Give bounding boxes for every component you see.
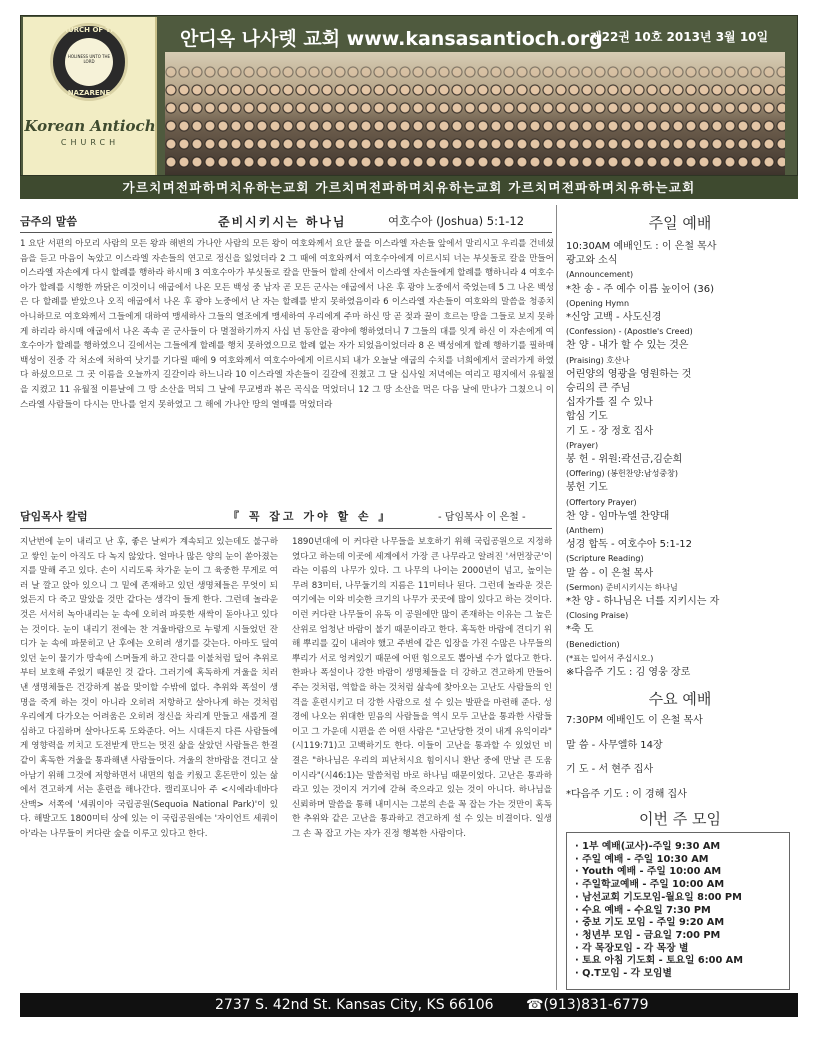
- scripture-reference: 여호수아 (Joshua) 5:1-12: [388, 214, 525, 228]
- meeting-item: · 중보 기도 모임 - 주일 9:20 AM: [575, 917, 725, 929]
- service-row: (Benediction): [566, 639, 620, 649]
- service-row: (Confession) - (Apostle's Creed): [566, 327, 693, 337]
- service-row: (Opening Hymn: [566, 298, 630, 308]
- service-row: 기 도 - 서 현주 집사: [566, 764, 654, 775]
- service-row: ※다음주 기도 : 김 영웅 장로: [566, 667, 691, 678]
- service-row: (Sermon) 준비시키시는 하나님: [566, 582, 678, 592]
- service-row: (Offertory Prayer): [566, 497, 637, 507]
- seal-bottom-text: NAZARENE: [67, 89, 111, 97]
- service-row: 말 씀 - 사무엘하 14장: [566, 739, 663, 751]
- service-row: 어린양의 영광을 영원하는 것: [566, 368, 692, 380]
- service-row: 봉헌 기도: [566, 482, 608, 494]
- seal-top-text: CHURCH OF THE: [56, 26, 122, 34]
- issue-info: 제22권 10호 2013년 3월 10일: [590, 30, 769, 44]
- footer-address: 2737 S. 42nd St. Kansas City, KS 66106: [215, 997, 494, 1013]
- meeting-item: · 토요 아침 기도회 - 토요일 6:00 AM: [575, 955, 743, 967]
- meeting-item: · 남선교회 기도모임-월요일 8:00 PM: [575, 891, 742, 903]
- service-row: 광고와 소식: [566, 255, 618, 267]
- footer: [20, 993, 798, 1017]
- scripture-heading: 금주의 말씀: [20, 215, 77, 228]
- service-row: *축 도: [566, 624, 594, 636]
- service-row: (Closing Praise): [566, 611, 629, 621]
- sunday-heading: 주일 예배: [648, 214, 712, 232]
- logo-name: Korean Antioch: [24, 117, 156, 135]
- scripture-title: 준비시키시는 하나님: [218, 215, 347, 229]
- meetings-heading: 이번 주 모임: [639, 810, 721, 828]
- column-right-text: 1890년대에 이 커다란 나무들을 보호하기 위해 국립공원으로 지정하였다고 하는데 이곳에 세계에서 가장 큰 나무라고 알려진 '셔먼장군'이라는 이름의 나무가 있다. 그 나무의 나이는 2000년이 넘고, 높이는 무려 83미터, 나무둘기의 지름은 11미터나 된다. 그런데 놀라운 것은 여기에는 이와 비슷한 크기의 나무가 곳곳에 많이 있다고 하는 것이다. 이런 커다란 나무들이 유독 이 공원에만 많이 존재하는 이유는 그 높은 산위로 엄청난 바람이 불기 때문이라고 한다. 혹독한 바람에 견디기 위해 뿌리를 깊이 내려야 했고 주변에 같은 입장을 가진 수많은 나무들의 뿌리가 서로 엉켜있기 때문에 어떤 힘으로도 뽑아낼 수가 없다고 한다. 한파나 폭설이나 강한 바람이 생명체들을 더 강하고 견고하게 만들어주는 것처럼, 역할을 하는 것처럼 삶속에 찾아오는 고난도 사람들의 인격을 훈련시키고 더 강한 사람으로 설 수 있는 발판을 마련해 준다. 성경에 나오는 위대한 믿음의 사람들을 역시 모두 고난을 통과한 사람들이고 그 가운데 시편을 쓴 어떤 사람은 "고난당한 것이 내게 유익이라"(시119:71)고 고백하기도 한다. 이들이 고난을 통과할 수 있었던 비결은 "하나님은 우리의 피난처시요 힘이시니 환난 중에 만날 큰 도움이시라"(시46:1)는 말씀처럼 바로 하나님 때문이었다. 고난은 통과하라고 있는 것이지 거기에 갇혀 죽으라고 있는 것이 아니다. 하나님을 신뢰하며 말씀을 통해 내미시는 그분의 손을 꼭 잡는 가는 것만이 혹독한 추위와 같은 고난을 통과하고 견고하게 설 수 있는 비결이다. 일생 그 손 꼭 잡고 가는 자가 진정 행복한 사람이다.: [292, 537, 552, 839]
- meeting-item: · 청년부 모임 - 금요일 7:00 PM: [575, 929, 721, 941]
- service-row: (Anthem): [566, 526, 604, 535]
- column-author: - 담임목사 이 은철 -: [438, 512, 526, 523]
- service-row: 찬 양 - 내가 할 수 있는 것은: [566, 340, 689, 352]
- meeting-item: · 각 목장모임 - 각 목장 별: [575, 942, 689, 954]
- service-row: *다음주 기도 : 이 경해 집사: [566, 788, 687, 800]
- seal-motto: HOLINESS UNTO THE LORD: [67, 54, 111, 64]
- service-row: 합심 기도: [566, 411, 608, 423]
- meeting-item: · Youth 예배 - 주일 10:00 AM: [575, 866, 722, 878]
- service-row: (Scripture Reading): [566, 554, 644, 564]
- church-logo: [23, 17, 157, 175]
- scripture-body: 1 요단 서편의 아모리 사람의 모든 왕과 해변의 가나안 사람의 모든 왕이 여호와께서 요단 물을 이스라엘 자손들 앞에서 말리시고 우리를 건네셨음을 듣고 마음이 녹았고 이스라엘 자손들의 연고로 정신을 잃었더라 2 그 때에 여호와께서 여호수아에게 이르시되 너는 부싯돌로 칼을 만들어 이스라엘 자손에게 다시 할례를 행하라 하시매 3 여호수아가 부싯돌로 칼을 만들어 할례 산에서 이스라엘 자손들에게 할례를 행하니라 4 여호수아가 할례를 시행한 까닭은 이것이니 애굽에서 나온 모든 백성 중 남자 곧 모든 군사는 애굽에서 나온 후 광야 노중에서 죽었는데 5 그 나온 백성은 다 할례를 받았으나 오직 애굽에서 나온 후 광야 노중에서 난 자는 할례를 받지 못하였음이라 6 이스라엘 자손들이 여호와의 말씀을 청종치 아니하므로 여호와께서 그들에게 대하여 맹세하사 그들의 열조에게 맹세하여 우리에게 주마 하신 땅 곧 젖과 꿀이 흐르는 땅을 그들로 보지 못하게 하리라 하시매 애굽에서 나온 족속 곧 군사들이 다 멸절하기까지 사십 년 동안을 광야에 행하였더니 7 그들의 대를 잇게 하신 이 자손에게 여호수아가 할례를 행하였으니 길에서는 그들에게 할례를 행치 못하였으므로 할례 없는 자가 되었음이었더라 8 온 백성에게 할례 행하기를 필하매 백성이 진중 각 처소에 처하여 낫기를 기다릴 때에 9 여호와께서 여호수아에게 이르시되 내가 오늘날 애굽의 수치를 너희에게서 굴러가게 하였다 하셨으므로 그 곳 이름을 오늘까지 길갈이라 하느니라 10 이스라엘 자손들이 길갈에 진쳤고 그 달 십사일 저녁에는 여리고 평지에서 유월절을 지켰고 11 유월절 이튿날에 그 땅 소산을 먹되 그 날에 무교병과 볶은 곡식을 먹었더니 12 그 땅 소산을 먹은 다음 날에 만나가 그쳤으니 이스라엘 사람들이 다시는 만나를 얻지 못하였고 그 해에 가나안 땅의 열매를 먹었더라: [20, 239, 554, 410]
- footer-phone: ☎(913)831-6779: [526, 997, 649, 1013]
- column-title: 『 꼭 잡고 가야 할 손 』: [228, 510, 393, 523]
- church-title: 안디옥 나사렛 교회 www.kansasantioch.org: [180, 28, 603, 50]
- service-row: 말 씀 - 이 은철 목사: [566, 567, 654, 579]
- service-row: (Praising) 호산나: [566, 355, 630, 365]
- service-row: (Announcement): [566, 270, 634, 280]
- congregation-photo: [165, 52, 785, 175]
- meeting-item: · Q.T모임 - 각 모임별: [575, 968, 672, 980]
- service-row: (Offering) (봉헌찬양:남성중창): [566, 469, 678, 479]
- logo-sub: CHURCH: [60, 138, 120, 147]
- service-row: 성경 합독 - 여호수아 5:1-12: [566, 539, 693, 551]
- service-row: 십자가를 질 수 있나: [566, 397, 653, 409]
- service-row: *찬 송 - 주 예수 이름 높이어 (36): [566, 283, 714, 295]
- service-row: *찬 양 - 하나님은 너를 지키시는 자: [566, 596, 720, 607]
- service-row: 봉 헌 - 위원:곽선금,김순희: [566, 454, 683, 465]
- service-row: (*표는 일어서 주십시오.): [566, 653, 654, 663]
- wednesday-heading: 수요 예배: [648, 690, 712, 708]
- meetings-box: [566, 832, 790, 990]
- column-left-text: 지난번에 눈이 내리고 난 후, 좋은 날씨가 계속되고 있는데도 불구하고 쌓인 눈이 아직도 다 녹지 않았다. 얼마나 많은 양의 눈이 쏟아졌는지를 말해 주고 있다. 손이 시리도록 차가운 눈이 그 육중한 무게로 여러 날 깔고 앉아 있으니 그 밑에 존재하고 있던 생명체들은 무엇이 되었든지 다 죽고 말았을 것만 같다는 생각이 들게 한다. 그런데 놀라운 것은 서서히 녹아내리는 눈 속에 오히려 파릇한 새싹이 돋아나고 있다는 것이다. 눈이 내리기 전에는 찬 겨울바람으로 누렇게 시들었던 잔디가 눈 속에 파묻히고 난 후에는 오히려 생기를 갖는다. 아마도 덮여 있던 눈이 물기가 땅속에 스며들게 하고 잔디를 이불처럼 덮어 추위로부터 보호해 주었기 때문인 것 같다. 그러기에 혹독하게 겨울을 치러낸 생명체들은 건강하게 봄을 맞이할 수밖에 없다. 추위와 폭설이 생명을 죽게 하는 것이 아니라 오히려 저항하고 살아나게 하는 것처럼 우리에게 다가오는 어려움은 오히려 정신을 차리게 만들고 새롭게 결심하고 다짐하며 살아나도록 도와준다. 어느 시대든지 다른 사람들에게 영향력을 끼치고 도전받게 만드는 멋진 삶을 살았던 사람들은 한결같이 혹독한 겨울을 통과해낸 사람들이다. 겨울의 찬바람을 견디고 살아남기 위해 그것에 저항하면서 내면의 힘을 키웠고 혼돈만이 있는 삶에서 견고하게 서는 훈련을 해나간다. 캘리포니아 주 <시에라네바다 산맥> 서쪽에 '세쿼이아 국립공원(Sequoia National Park)'이 있다. 해발고도 1800미터 상에 있는 이 국립공원에는 '자이언트 세쿼이아'라는 나무들이 커다란 숲을 이루고 있다고 한다.: [20, 537, 278, 839]
- meeting-item: · 1부 예배(교사)-주일 9:30 AM: [575, 841, 721, 852]
- service-row: 10:30AM 예배인도 : 이 은철 목사: [566, 241, 717, 252]
- service-row: *신앙 고백 - 사도신경: [566, 312, 662, 323]
- column-divider: [556, 205, 557, 990]
- motto-band: 가르치며전파하며치유하는교회 가르치며전파하며치유하는교회 가르치며전파하며치유하는교회: [20, 176, 798, 199]
- divider: [20, 232, 552, 233]
- service-sidebar: [562, 208, 798, 990]
- service-row: 기 도 - 장 정호 집사: [566, 425, 654, 437]
- service-row: (Prayer): [566, 440, 599, 450]
- service-row: 7:30PM 예배인도 이 은철 목사: [566, 715, 703, 726]
- column-heading: 담임목사 칼럼: [20, 510, 88, 523]
- divider: [20, 528, 552, 529]
- nazarene-seal-icon: [50, 23, 128, 101]
- service-row: 찬 양 - 임마누엘 찬양대: [566, 510, 670, 522]
- meeting-item: · 수요 예배 - 수요일 7:30 PM: [575, 904, 711, 916]
- service-row: 승리의 큰 주님: [566, 383, 631, 394]
- meeting-item: · 주일학교예배 - 주일 10:00 AM: [575, 879, 725, 891]
- meeting-item: · 주일 예배 - 주일 10:30 AM: [575, 853, 709, 865]
